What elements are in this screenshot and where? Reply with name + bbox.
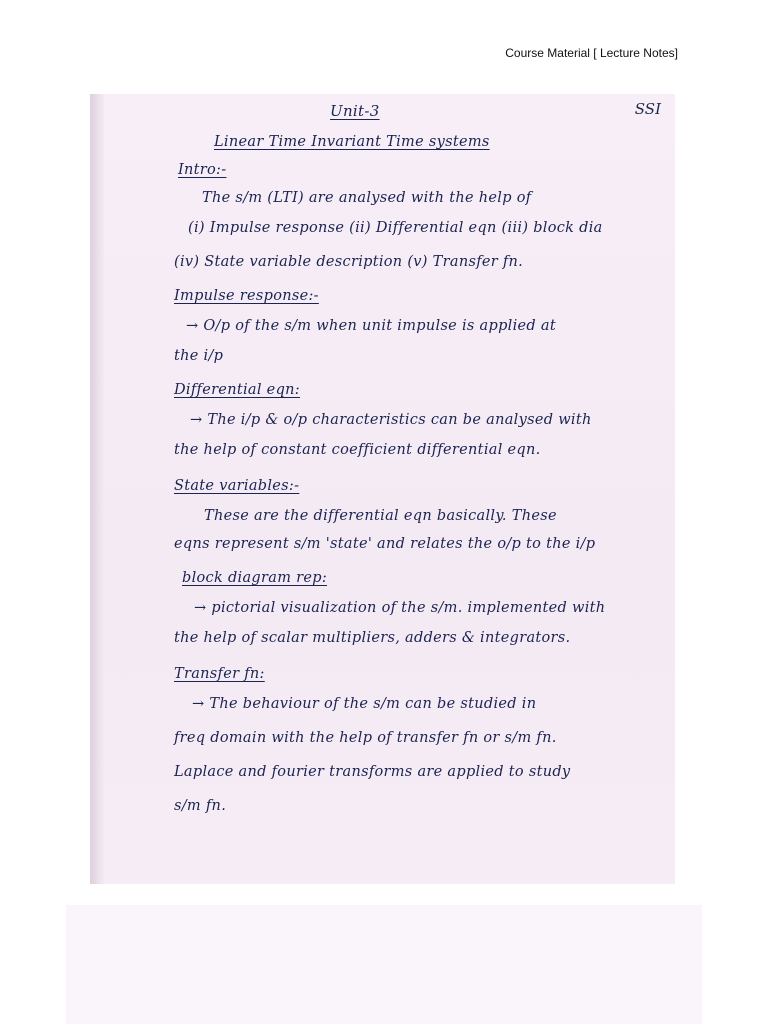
text-line: (iv) State variable description (v) Transfer fn. bbox=[174, 254, 524, 270]
text-line: Laplace and fourier transforms are applied to study bbox=[174, 764, 571, 780]
text-line: (i) Impulse response (ii) Differential eqn (iii) block dia bbox=[188, 220, 603, 236]
section-title: Linear Time Invariant Time systems bbox=[214, 134, 490, 150]
heading-state-variables: State variables:- bbox=[174, 478, 300, 494]
heading-impulse-response: Impulse response:- bbox=[174, 288, 319, 304]
heading-differential-eqn: Differential eqn: bbox=[174, 382, 300, 398]
text-line: → O/p of the s/m when unit impulse is applied at bbox=[186, 318, 556, 334]
text-line: eqns represent s/m 'state' and relates the o/p to the i/p bbox=[174, 536, 596, 552]
text-line: → pictorial visualization of the s/m. implemented with bbox=[194, 600, 606, 616]
text-line: the i/p bbox=[174, 348, 224, 364]
text-line: freq domain with the help of transfer fn or s/m fn. bbox=[174, 730, 557, 746]
scanned-notes-page bbox=[90, 94, 675, 884]
text-line: The s/m (LTI) are analysed with the help of bbox=[202, 190, 532, 206]
heading-block-diagram: block diagram rep: bbox=[182, 570, 328, 586]
text-line: the help of scalar multipliers, adders & integrators. bbox=[174, 630, 571, 646]
text-line: These are the differential eqn basically. These bbox=[204, 508, 557, 524]
text-line: the help of constant coefficient differential eqn. bbox=[174, 442, 541, 458]
unit-title: Unit-3 bbox=[330, 102, 380, 120]
heading-intro: Intro:- bbox=[178, 162, 227, 178]
page-bottom-margin bbox=[66, 905, 702, 1024]
page-tag: SSI bbox=[634, 100, 661, 118]
course-material-header: Course Material [ Lecture Notes] bbox=[505, 46, 678, 60]
text-line: s/m fn. bbox=[174, 798, 227, 814]
text-line: → The i/p & o/p characteristics can be analysed with bbox=[190, 412, 592, 428]
heading-transfer-fn: Transfer fn: bbox=[174, 666, 265, 682]
text-line: → The behaviour of the s/m can be studied in bbox=[192, 696, 537, 712]
